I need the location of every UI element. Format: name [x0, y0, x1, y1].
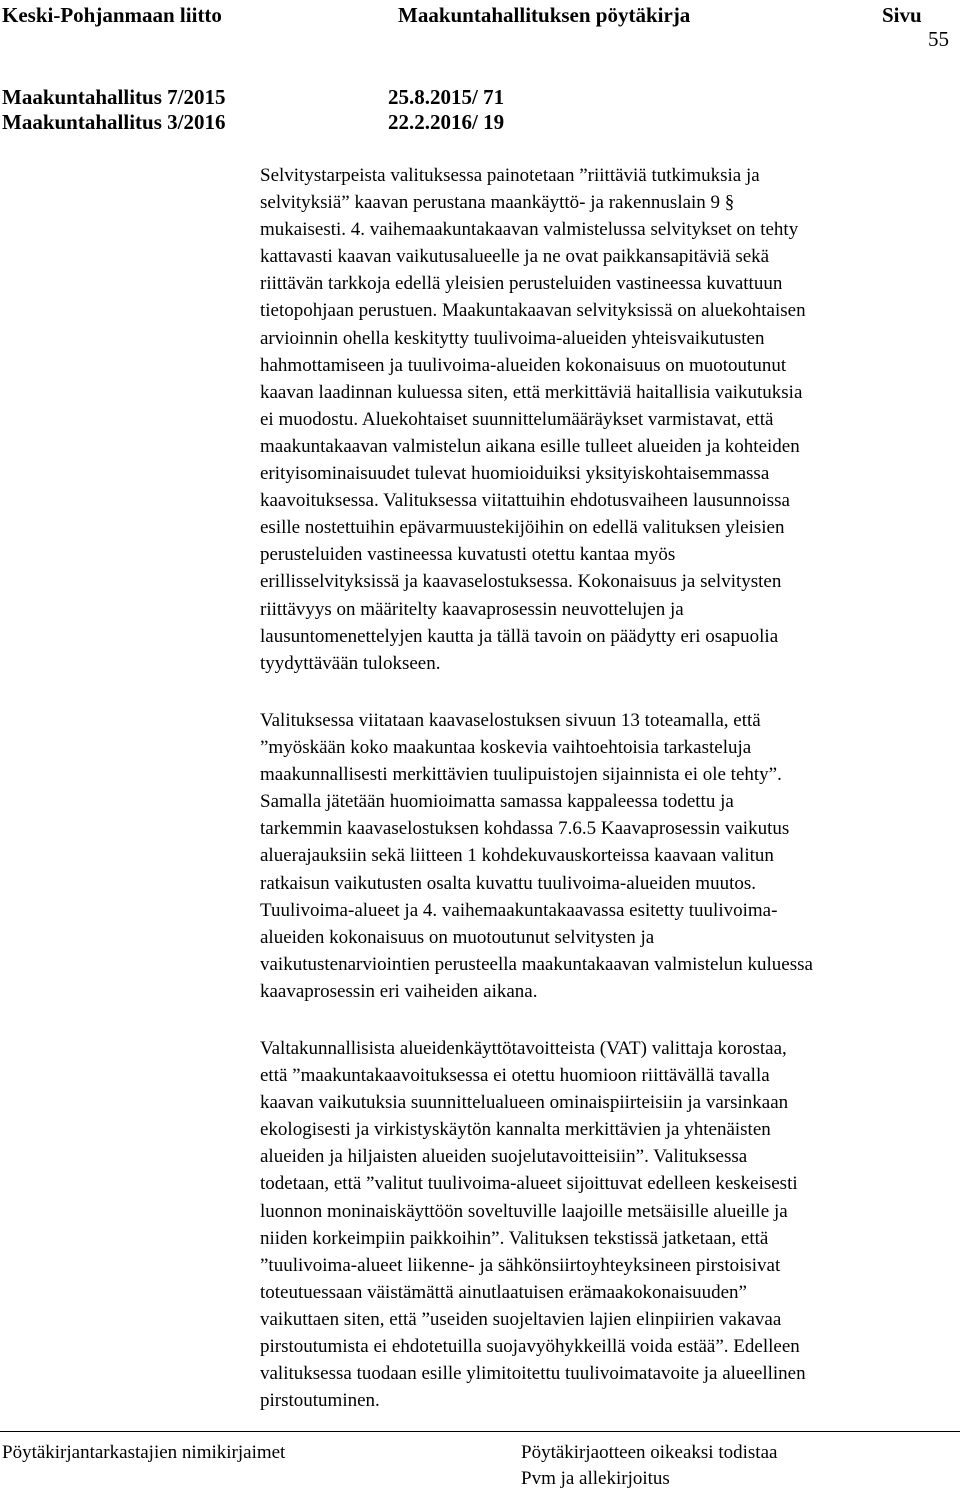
footer-certification-label: Pöytäkirjaotteen oikeaksi todistaa — [521, 1442, 778, 1463]
text-line: lausuntomenettelyjen kautta ja tällä tavoin on päädytty eri osapuolia — [260, 625, 779, 647]
page-number: 55 — [928, 27, 949, 51]
organization-name: Keski-Pohjanmaan liitto — [2, 3, 222, 27]
text-line: kaavan vaikutuksia suunnittelualueen ominaispiirteisiin ja varsinkaan — [260, 1092, 789, 1114]
text-line: pirstoutuminen. — [260, 1390, 380, 1412]
text-line: että ”maakuntakaavoituksessa ei otettu huomioon riittävällä tavalla — [260, 1065, 770, 1087]
text-line: niiden korkeimpiin paikkoihin”. Valituksen tekstissä jatketaan, että — [260, 1227, 769, 1249]
text-line: maakunnallisesti merkittävien tuulipuistojen sijainnista ei ole tehty”. — [260, 764, 782, 786]
text-line: kaavan laadinnan kuluessa siten, että merkittäviä haitallisia vaikutuksia — [260, 381, 803, 403]
text-line: tarkemmin kaavaselostuksen kohdassa 7.6.5 Kaavaprosessin vaikutus — [260, 818, 790, 840]
footer-initials-label: Pöytäkirjantarkastajien nimikirjaimet — [2, 1442, 286, 1463]
text-line: vaikutustenarviointien perusteella maakuntakaavan valmistelun kuluessa — [260, 953, 813, 975]
text-line: Selvitystarpeista valituksessa painotetaan ”riittäviä tutkimuksia ja — [260, 165, 760, 186]
text-line: toteutuessaan väistämättä ainutlaatuisen erämaakokonaisuuden” — [260, 1281, 747, 1303]
text-line: Samalla jätetään huomioimatta samassa kappaleessa todettu ja — [260, 791, 734, 813]
paragraph-1 — [260, 162, 960, 677]
paragraph-3 — [260, 1035, 960, 1414]
text-line: Tuulivoima-alueet ja 4. vaihemaakuntakaavassa esitetty tuulivoima- — [260, 899, 778, 921]
text-line: vaikuttaen siten, että ”useiden suojeltavien lajien elinpiirien vakavaa — [260, 1308, 782, 1330]
text-line: tyydyttävään tulokseen. — [260, 652, 441, 674]
page-label: Sivu — [882, 3, 922, 27]
meeting-section-1: 25.8.2015/ 71 — [388, 85, 505, 109]
text-line: ”myöskään koko maakuntaa koskevia vaihtoehtoisia tarkasteluja — [260, 737, 752, 759]
text-line: ”tuulivoima-alueet liikenne- ja sähkönsiirtoyhteyksineen pirstoisivat — [260, 1254, 781, 1276]
text-line: todetaan, että ”valitut tuulivoima-alueet sijoittuvat edelleen keskeisesti — [260, 1173, 798, 1195]
text-line: tietopohjaan perustuen. Maakuntakaavan selvityksissä on aluekohtaisen — [260, 300, 806, 322]
paragraph-2 — [260, 707, 960, 1005]
text-line: luonnon moninaiskäyttöön soveltuville laajoille metsäisille alueille ja — [260, 1200, 788, 1222]
text-line: Valituksessa viitataan kaavaselostuksen sivuun 13 toteamalla, että — [260, 710, 761, 731]
text-line: kaavaprosessin eri vaiheiden aikana. — [260, 980, 538, 1002]
text-line: kattavasti kaavan vaikutusalueelle ja ne ovat paikkansapitäviä sekä — [260, 246, 770, 268]
footer-date-signature-label: Pvm ja allekirjoitus — [521, 1468, 670, 1489]
text-line: arvioinnin ohella keskitytty tuulivoima-alueiden yhteisvaikutusten — [260, 327, 765, 349]
text-line: ratkaisun vaikutusten osalta kuvattu tuulivoima-alueiden muutos. — [260, 872, 757, 894]
text-line: riittävän tarkkoja edellä yleisien perusteluiden vastineessa kuvattuun — [260, 273, 783, 295]
text-line: perusteluiden vastineessa kuvatusti otettu kantaa myös — [260, 544, 676, 566]
text-line: erityisominaisuudet tulevat huomioiduiksi yksityiskohtaisemmassa — [260, 463, 770, 485]
text-line: alueiden kokonaisuus on muotoutunut selvitysten ja — [260, 926, 655, 948]
text-line: pirstoutumista ei ehdotetuilla suojavyöhykkeillä voida estää”. Edelleen — [260, 1336, 800, 1358]
text-line: riittävyys on määritelty kaavaprosessin neuvottelujen ja — [260, 598, 684, 620]
text-line: ei muodostu. Aluekohtaiset suunnittelumääräykset varmistavat, että — [260, 408, 774, 430]
text-line: esille nostettuihin epävarmuustekijöihin on edellä valituksen yleisien — [260, 517, 785, 539]
text-line: selvityksiä” kaavan perustana maankäyttö- ja rakennuslain 9 § — [260, 192, 735, 214]
document-type: Maakuntahallituksen pöytäkirja — [398, 3, 691, 27]
text-line: hahmottamiseen ja tuulivoima-alueiden kokonaisuus on muotoutunut — [260, 354, 787, 376]
text-line: ekologisesti ja virkistyskäytön kannalta merkittävien ja yhtenäisten — [260, 1119, 771, 1141]
text-line: Valtakunnallisista alueidenkäyttötavoitteista (VAT) valittaja korostaa, — [260, 1038, 787, 1059]
text-line: alueiden ja hiljaisten alueiden suojelutavoitteisiin”. Valituksessa — [260, 1146, 748, 1168]
text-line: maakuntakaavan valmistelun aikana esille tulleet alueiden ja kohteiden — [260, 435, 800, 457]
footer-divider — [0, 1431, 960, 1432]
text-line: valituksessa tuodaan esille ylimitoitettu tuulivoimatavoite ja alueellinen — [260, 1363, 806, 1385]
text-line: aluerajauksiin sekä liitteen 1 kohdekuvauskorteissa kaavaan valitun — [260, 845, 774, 867]
meeting-body-2: Maakuntahallitus 3/2016 — [2, 110, 226, 134]
meeting-section-2: 22.2.2016/ 19 — [388, 110, 505, 134]
meeting-body-1: Maakuntahallitus 7/2015 — [2, 85, 226, 109]
text-line: erillisselvityksissä ja kaavaselostuksessa. Kokonaisuus ja selvitysten — [260, 571, 782, 593]
text-line: mukaisesti. 4. vaihemaakuntakaavan valmistelussa selvitykset on tehty — [260, 219, 799, 241]
text-line: kaavoituksessa. Valituksessa viitattuihin ehdotusvaiheen lausunnoissa — [260, 490, 790, 512]
